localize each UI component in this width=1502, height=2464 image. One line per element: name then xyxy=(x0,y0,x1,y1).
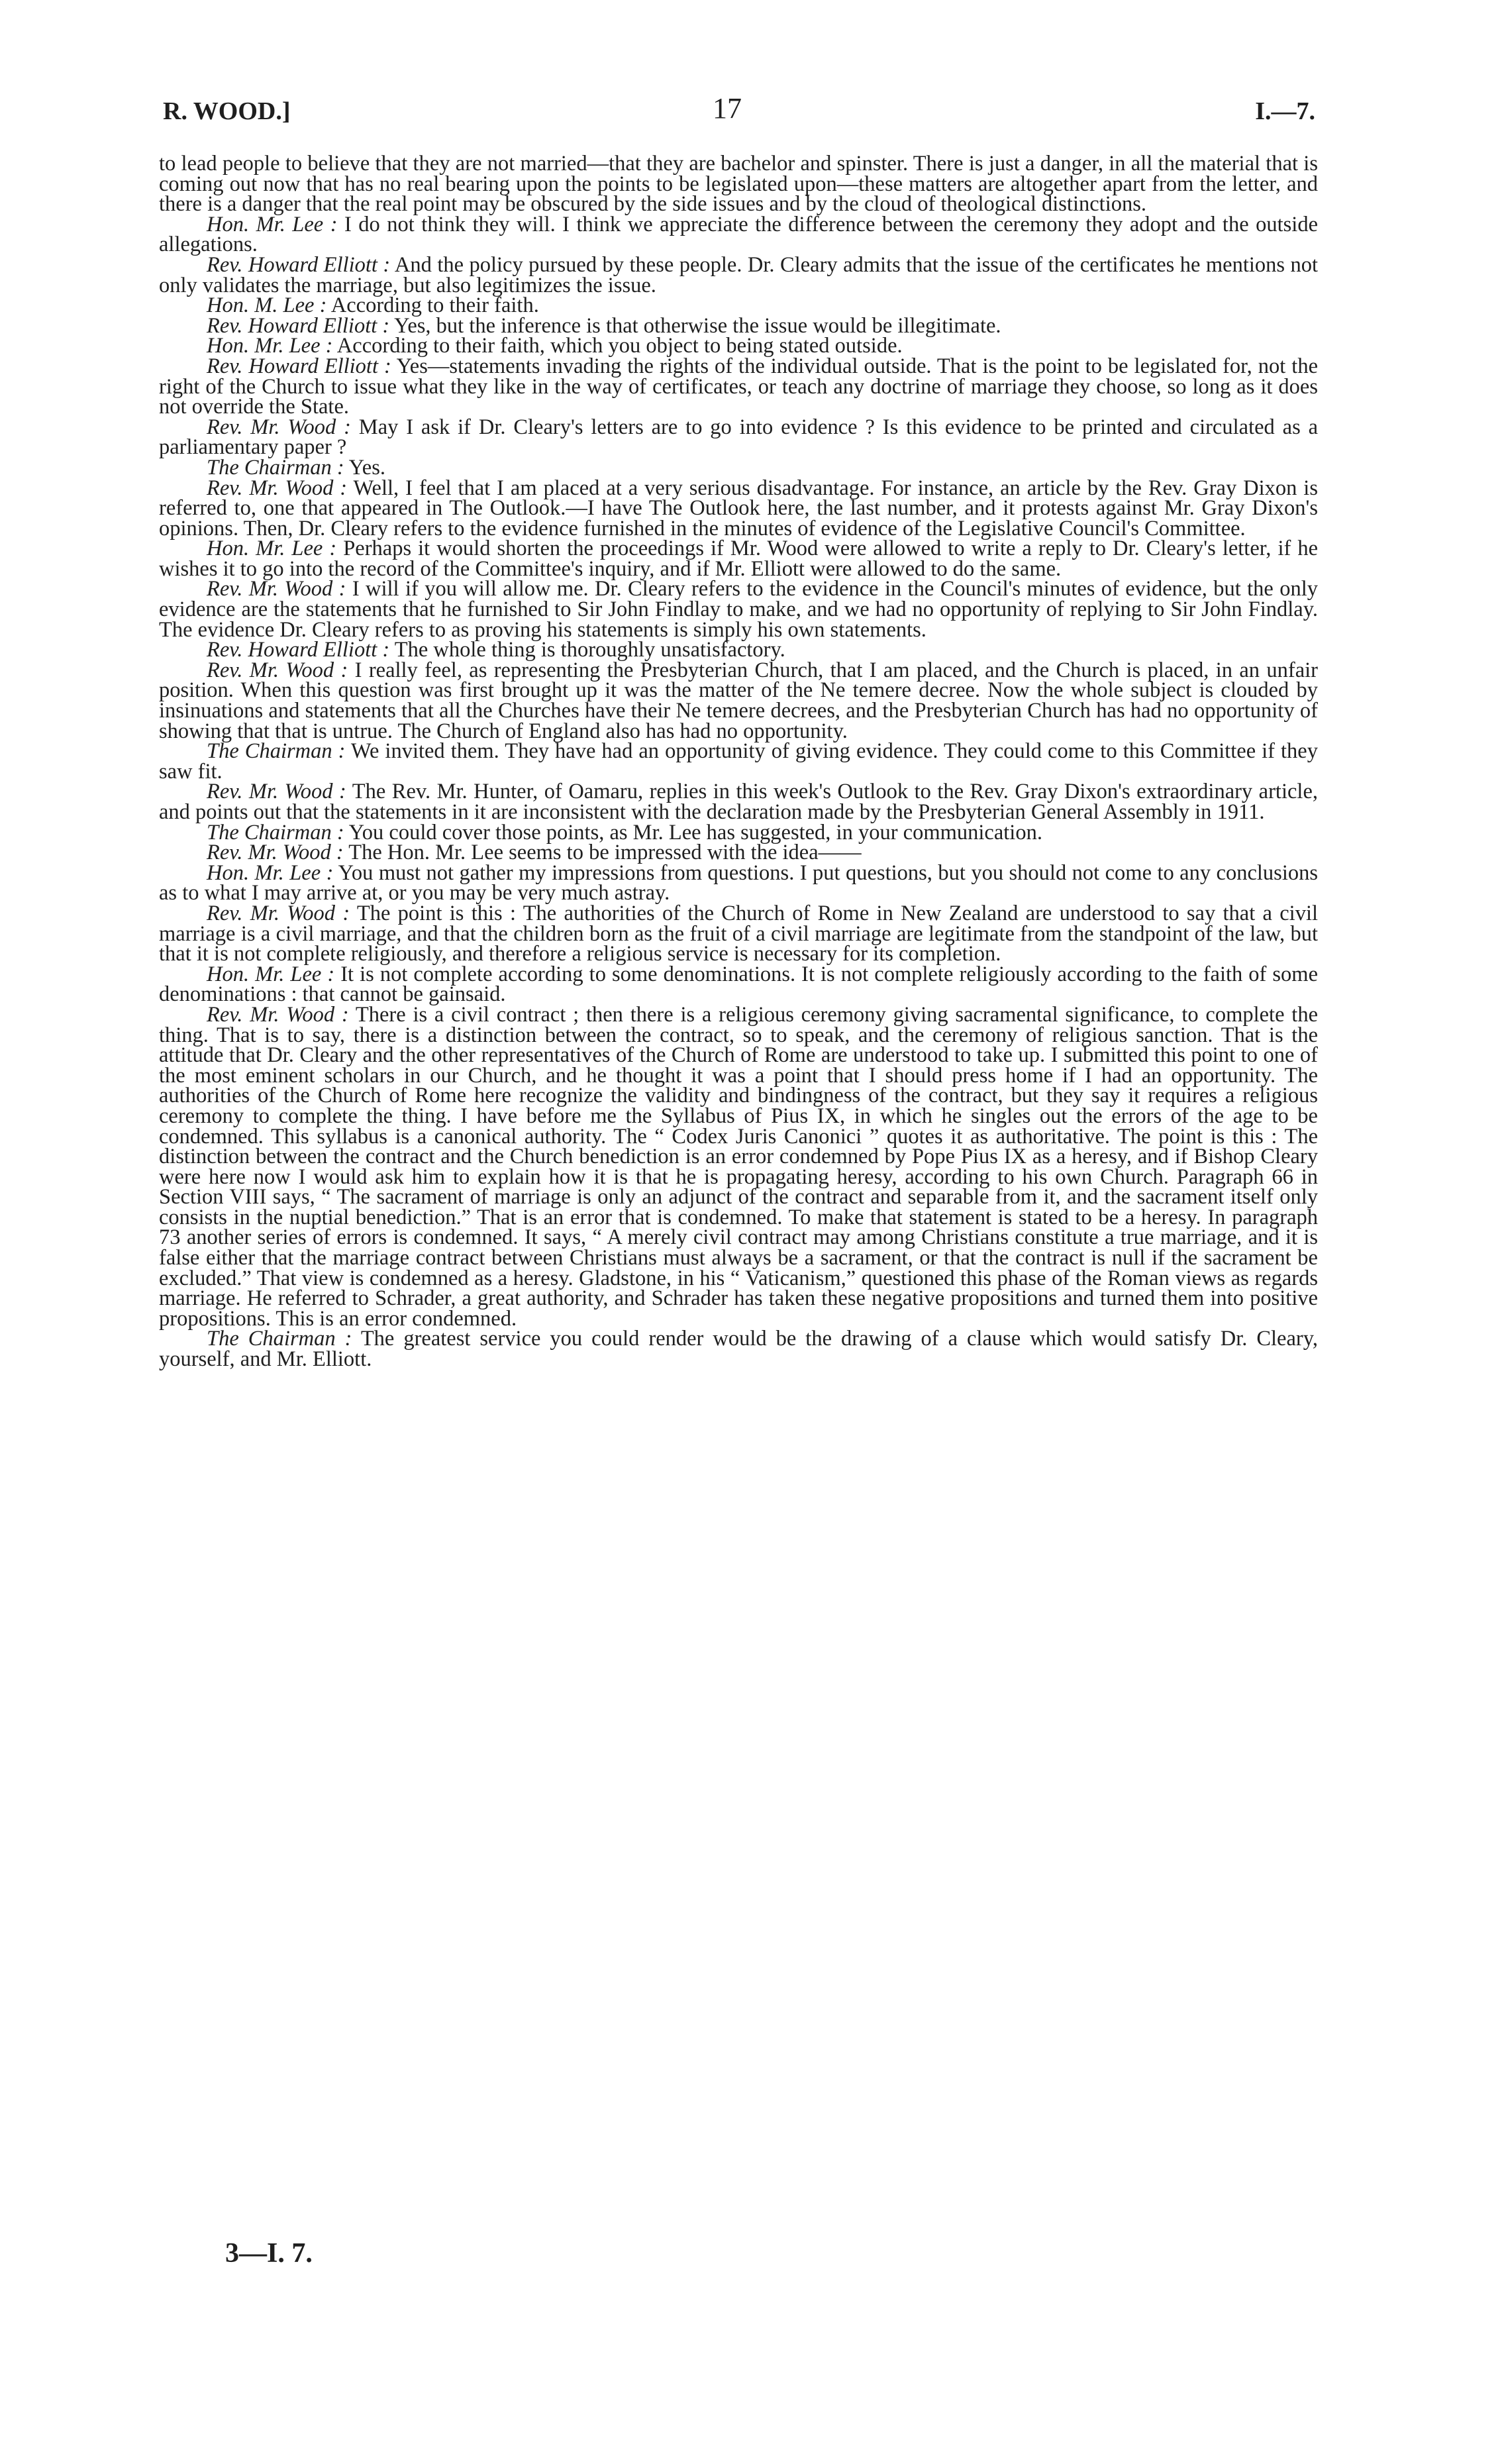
paragraph xyxy=(159,843,1318,863)
speaker-name: Hon. Mr. Lee : xyxy=(207,860,334,885)
paragraph xyxy=(159,539,1318,579)
paragraph xyxy=(159,820,1318,845)
speaker-name: Rev. Mr. Wood : xyxy=(207,658,348,682)
speaker-name: Rev. Howard Elliott : xyxy=(207,313,390,338)
speaker-name: The Chairman : xyxy=(207,820,344,845)
speaker-name: The Chairman : xyxy=(207,1327,352,1351)
paragraph-text: May I ask if Dr. Cleary's letters are to go into evidence ? Is this evidence to be printed and circulated as a parliamentary paper ? xyxy=(159,415,1319,460)
paragraph-text: Well, I feel that I am placed at a very serious disadvantage. For instance, an article by the Rev. Gray Dixon is referred to, one that appeared in The Outlook.—I have The Outlook here, the last number, and it protests against Mr. Gray Dixon's opinions. Then, Dr. Cleary refers to the evidence furnished in the minutes of evidence of the Legislative Council's Committee. xyxy=(159,476,1318,540)
speaker-name: The Chairman : xyxy=(207,455,344,480)
paragraph xyxy=(159,860,1318,905)
paragraph xyxy=(159,212,1318,257)
paragraph xyxy=(159,964,1318,1005)
paragraph-text: The Rev. Mr. Hunter, of Oamaru, replies in this week's Outlook to the Rev. Gray Dixon's extraordinary article, and points out that the statements in it are inconsistent with the declaration made by the Presbyterian General Assembly in 1911. xyxy=(159,780,1318,824)
signature-mark: 3—I. 7. xyxy=(225,2238,313,2269)
speaker-name: Rev. Mr. Wood : xyxy=(207,415,351,439)
paragraph-text: We invited them. They have had an opportunity of giving evidence. They could come to this Committee if they saw fit. xyxy=(159,739,1318,784)
paragraph-text: And the policy pursued by these people. Dr. Cleary admits that the issue of the certificates he mentions not only validates the marriage, but also legitimizes the issue. xyxy=(159,252,1319,297)
speaker-name: Hon. M. Lee : xyxy=(207,293,327,318)
speaker-name: The Chairman : xyxy=(207,739,346,764)
speaker-name: Rev. Mr. Wood : xyxy=(207,901,350,925)
paragraph xyxy=(159,295,1318,316)
paragraph-text: I do not think they will. I think we appreciate the difference between the ceremony they adopt and the outside allegations. xyxy=(159,212,1318,257)
page-header xyxy=(163,91,1315,131)
paragraph xyxy=(159,782,1318,822)
paragraph xyxy=(159,903,1318,964)
paragraph xyxy=(159,336,1318,356)
speaker-name: Rev. Howard Elliott : xyxy=(207,638,390,662)
speaker-name: Hon. Mr. Lee : xyxy=(207,334,333,358)
paragraph-text: Perhaps it would shorten the proceedings if Mr. Wood were allowed to write a reply to Dr. Cleary's letter, if he wishes it to go into the record of the Committee's inquiry, and if Mr. Elliott were allowed to do the same. xyxy=(159,537,1318,581)
paragraph-text: I will if you will allow me. Dr. Cleary refers to the evidence in the Council's minutes of evidence, but the only evidence are the statements that he furnished to Sir John Findlay to make, and we had no opportunity of replying to Sir John Findlay. The evidence Dr. Cleary refers to as proving his statements is simply his own statements. xyxy=(159,577,1318,642)
page-number: 17 xyxy=(713,92,742,125)
header-witness-name: R. WOOD.] xyxy=(163,97,291,125)
paragraph-text: I really feel, as representing the Presbyterian Church, that I am placed, and the Church is placed, in an unfair position. When this question was first brought up it was the matter of the Ne temere decree. Now the whole subject is clouded by insinuations and statements that all the Churches have their Ne temere decrees, and the Presbyterian Church has had no opportunity of showing that that is untrue. The Church of England also has had no opportunity. xyxy=(159,658,1318,743)
paragraph xyxy=(159,741,1318,782)
paragraph xyxy=(159,455,1318,480)
paragraph-text: Yes—statements invading the rights of the individual outside. That is the point to be legislated for, not the right of the Church to issue what they like in the way of certificates, or teach any doctrine of marriage they choose, so long as it does not override the State. xyxy=(159,354,1318,419)
speaker-name: Rev. Mr. Wood : xyxy=(207,1002,349,1027)
speaker-name: Rev. Mr. Wood : xyxy=(207,476,348,500)
paragraph-text: Yes, but the inference is that otherwise the issue would be illegitimate. xyxy=(389,313,1001,338)
paper-reference: I.—7. xyxy=(1255,97,1315,125)
minutes-body xyxy=(159,154,1318,1370)
paragraph-text: The greatest service you could render would be the drawing of a clause which would satisfy Dr. Cleary, yourself, and Mr. Elliott. xyxy=(159,1327,1318,1372)
paragraph xyxy=(159,313,1318,338)
paragraph xyxy=(159,252,1319,297)
paragraph-text: According to their faith, which you object to being stated outside. xyxy=(332,334,903,358)
paragraph-text: You could cover those points, as Mr. Lee has suggested, in your communication. xyxy=(344,820,1042,845)
paragraph xyxy=(159,478,1318,539)
speaker-name: Rev. Mr. Wood : xyxy=(207,577,346,601)
paragraph-text: There is a civil contract ; then there is a religious ceremony giving sacramental significance, to complete the thing. That is to say, there is a distinction between the contract, so to speak, and the ceremony of religious sanction. That is the attitude that Dr. Cleary and the other representatives of the Church of Rome are understood to take up. I submitted this point to one of the most eminent scholars in our Church, and he thought it was a point that I should press home if I had an opportunity. The authorities of the Church of Rome here recognize the validity and bindingness of the contract, but they say it requires a religious ceremony to complete the thing. I have before me the Syllabus of Pius IX, in which he singles out the errors of the age to be condemned. This syllabus is a canonical authority. The “ Codex Juris Canonici ” quotes it as authoritative. The point is this : The distinction between the contract and the Church benediction is an error condemned by Pope Pius IX as a heresy, and if Bishop Cleary were here now I would ask him to explain how it is that he is propagating heresy, according to his own Church. Paragraph 66 in Section VIII says, “ The sacrament of marriage is only an adjunct of the contract and separable from it, and the sacrament itself only consists in the nuptial benediction.” That is an error that is condemned. To make that statement is stated to be a heresy. In paragraph 73 another series of errors is condemned. It says, “ A merely civil contract may among Christians constitute a true marriage, and it is false either that the marriage contract between Christians must always be a sacrament, or that the contract is null if the sacrament be excluded.” That view is condemned as a heresy. Gladstone, in his “ Vaticanism,” questioned this phase of the Roman views as regards marriage. He referred to Schrader, a great authority, and Schrader has taken these negative propositions and turned them into positive propositions. This is an error condemned. xyxy=(159,1002,1318,1331)
paragraph xyxy=(159,1327,1318,1372)
paragraph-text: Yes. xyxy=(344,455,385,480)
speaker-name: Rev. Howard Elliott : xyxy=(207,354,391,378)
paragraph xyxy=(159,417,1318,458)
speaker-name: Hon. Mr. Lee : xyxy=(207,537,337,561)
paragraph xyxy=(159,579,1318,640)
paragraph-text: The whole thing is thoroughly unsatisfactory. xyxy=(389,638,785,662)
paragraph-text: The Hon. Mr. Lee seems to be impressed with the idea—— xyxy=(343,841,862,865)
paragraph xyxy=(159,640,1318,660)
speaker-name: Hon. Mr. Lee : xyxy=(207,212,338,236)
paragraph xyxy=(159,660,1318,741)
paragraph xyxy=(159,1002,1318,1331)
paragraph-text: The point is this : The authorities of the Church of Rome in New Zealand are understood to say that a civil marriage is a civil marriage, and that the children born as the fruit of a civil marriage are legitimate from the standpoint of the law, but that it is not complete religiously, and therefore a religious service is necessary for its completion. xyxy=(159,901,1318,966)
speaker-name: Rev. Howard Elliott : xyxy=(207,252,391,277)
paragraph-text: It is not complete according to some denominations. It is not complete religiously according to the faith of some denominations : that cannot be gainsaid. xyxy=(159,962,1318,1007)
paragraph-text: You must not gather my impressions from questions. I put questions, but you should not come to any conclusions as to what I may arrive at, or you may be very much astray. xyxy=(159,860,1318,905)
paragraph-text: According to their faith. xyxy=(326,293,539,318)
paragraph xyxy=(159,356,1318,417)
speaker-name: Rev. Mr. Wood : xyxy=(207,780,346,804)
speaker-name: Hon. Mr. Lee : xyxy=(207,962,335,986)
paragraph xyxy=(159,154,1318,215)
speaker-name: Rev. Mr. Wood : xyxy=(207,841,344,865)
paragraph-text: to lead people to believe that they are not married—that they are bachelor and spinster. There is just a danger, in all the material that is coming out now that has no real bearing upon the points to be legislated upon—these matters are altogether apart from the letter, and there is a danger that the real point may be obscured by the side issues and by the cloud of theological distinctions. xyxy=(159,152,1318,217)
